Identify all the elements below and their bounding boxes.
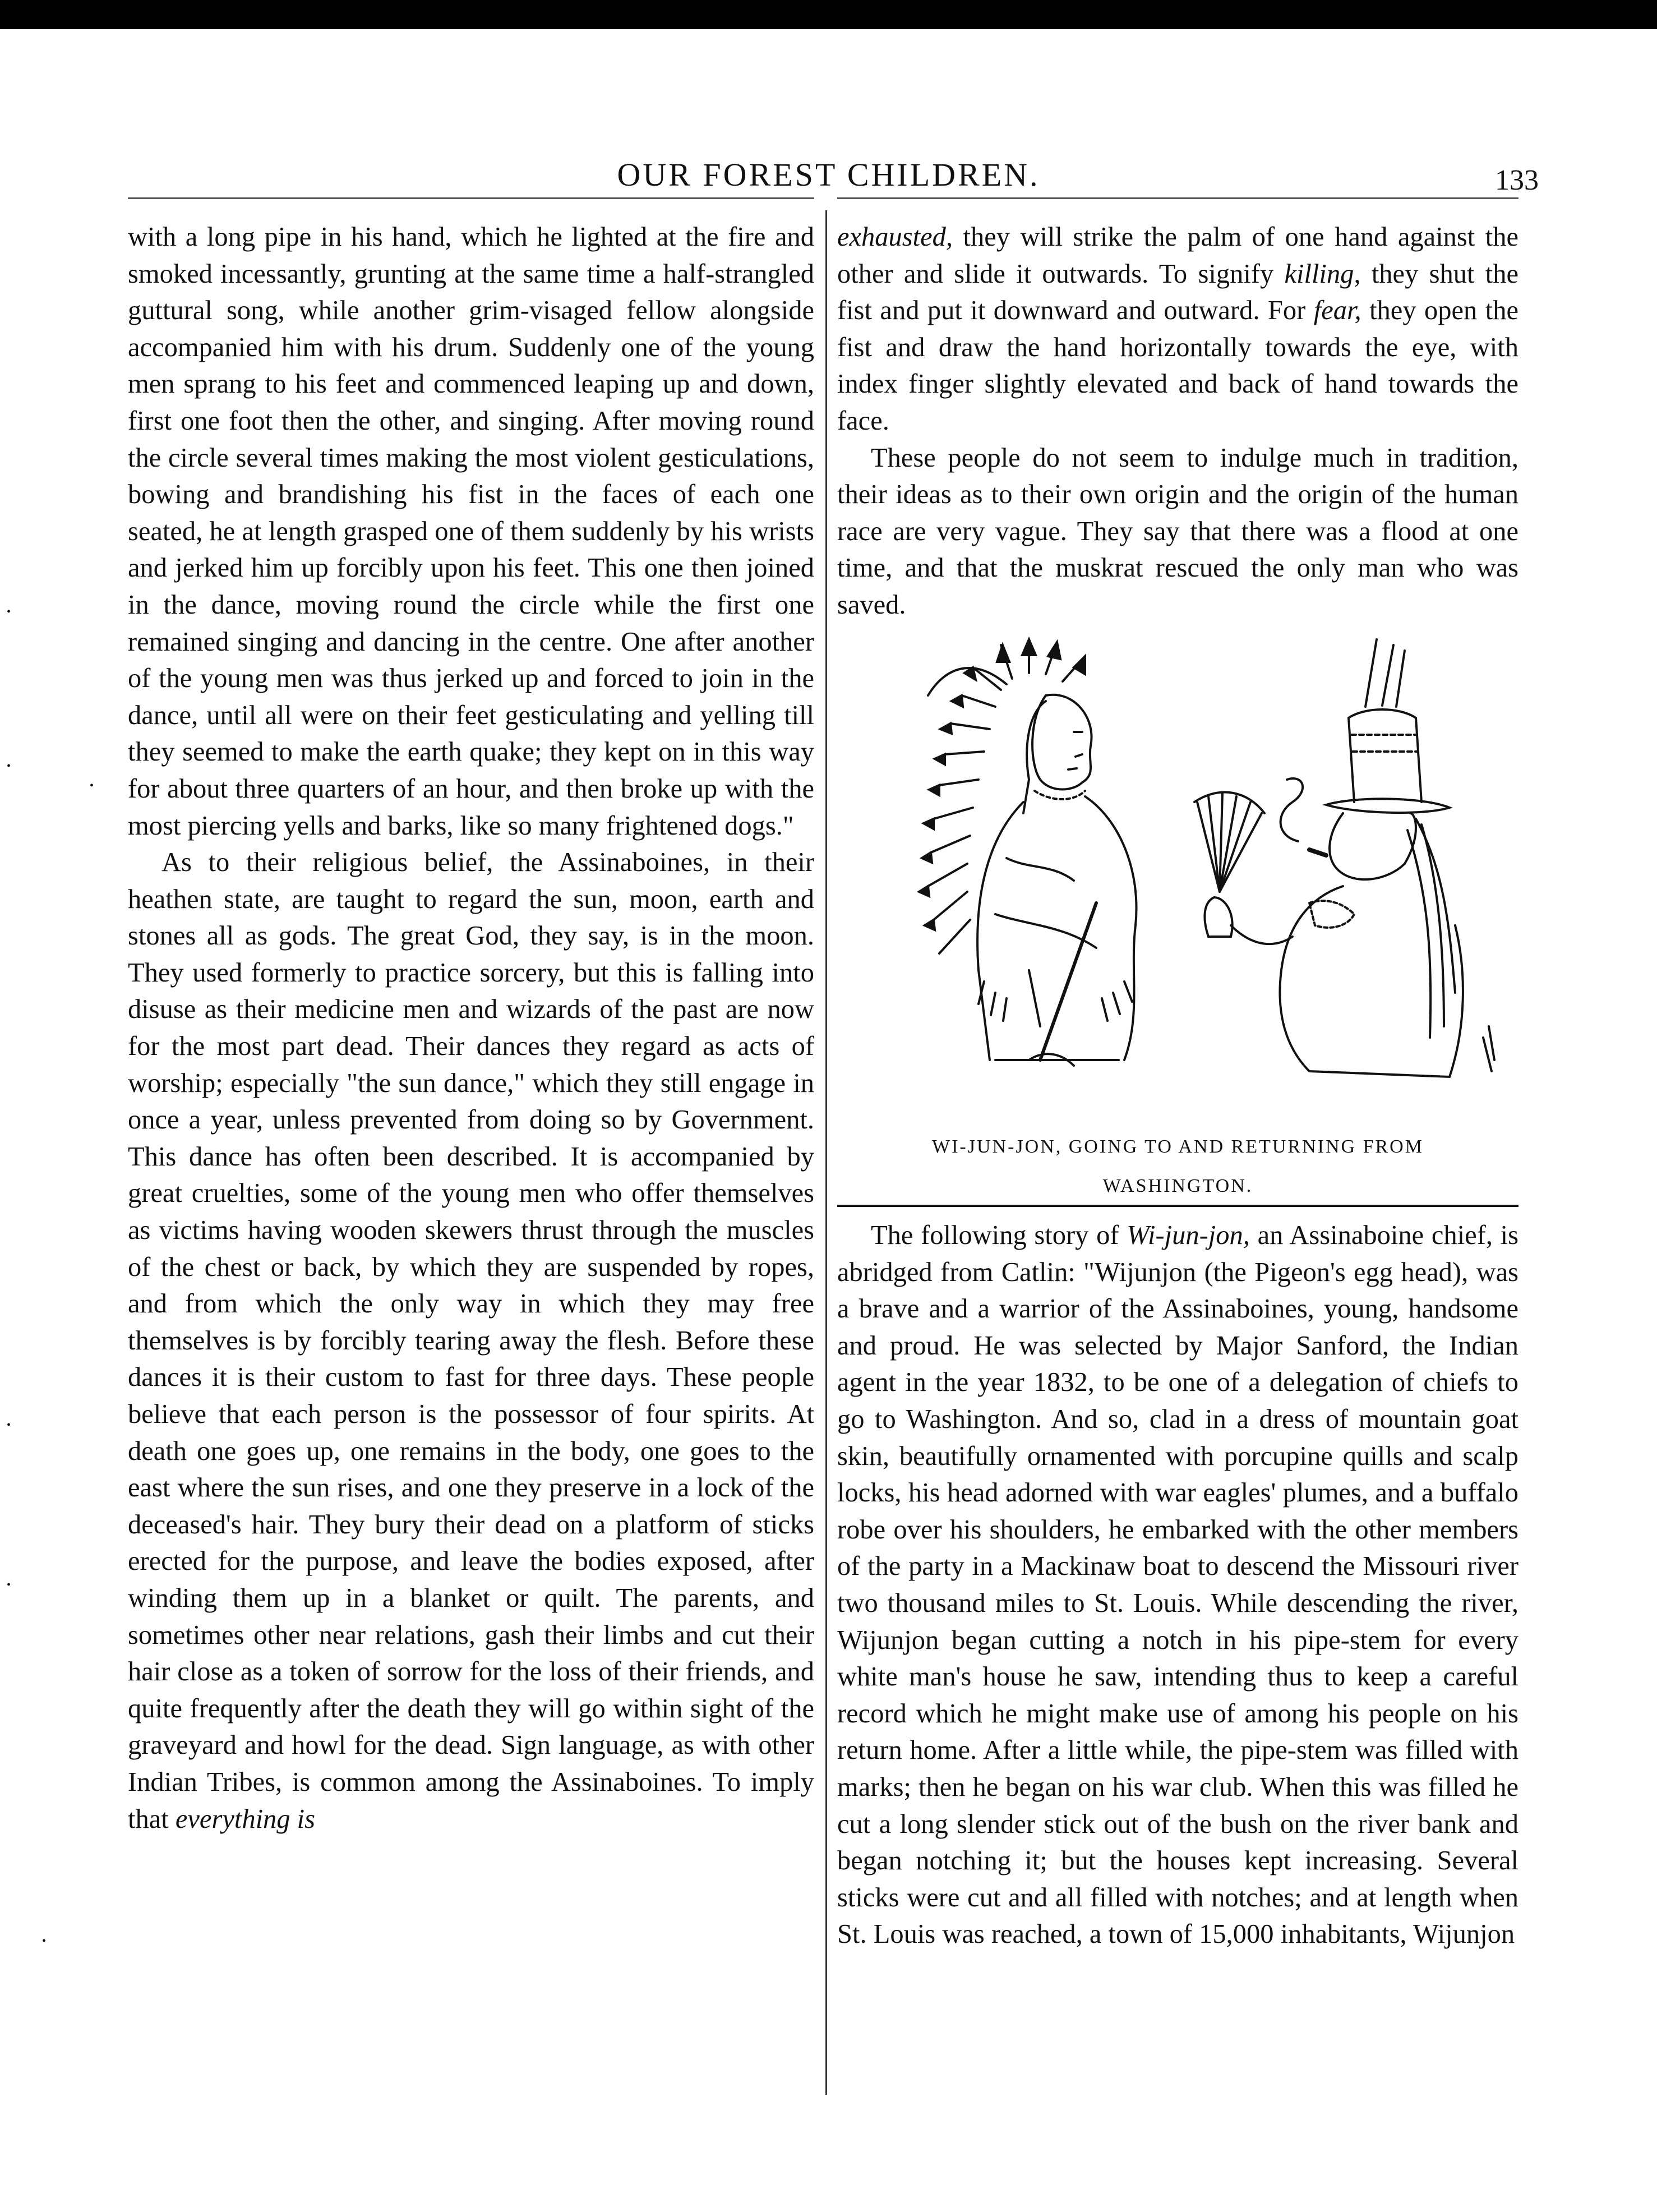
- header-rule-right: [837, 197, 1518, 199]
- margin-mark: •: [7, 1419, 11, 1431]
- header-rule-left: [128, 197, 814, 199]
- top-hat-icon: [1326, 639, 1450, 813]
- caption-line-2: WASHINGTON.: [1102, 1176, 1253, 1196]
- italic-name: Wi-jun-jon,: [1127, 1220, 1250, 1250]
- paragraph-text: they open the fist and draw the hand horizontally towards the eye, with index finger slightly elevated and back of hand towards the face.: [837, 296, 1518, 436]
- margin-mark: •: [90, 780, 94, 792]
- running-head: OUR FOREST CHILDREN.: [617, 156, 1040, 193]
- right-column-top: [837, 219, 1518, 624]
- italic-word: killing,: [1284, 259, 1361, 289]
- caption-line-1: WI-JUN-JON, GOING TO AND RETURNING FROM: [932, 1136, 1424, 1157]
- dandy-head: [1330, 813, 1416, 879]
- paragraph-text: an Assinaboine chief, is abridged from Catlin: "Wijunjon (the Pigeon's egg head), was a brave and a warrior of the Assinaboines, young, handsome and proud. He was selected by Major Sanford, the Indian agent in the year 1832, to be one of a delegation of chiefs to go to Washington. And so, clad in a dress of mountain goat skin, beautifully ornamented with porcupine quills and scalp locks, his head adorned with war eagles' plumes, and a buffalo robe over his shoulders, he embarked with the other members of the party in a Mackinaw boat to descend the Missouri river two thousand miles to St. Louis. While descending the river, Wijunjon began cutting a notch in his pipe-stem for every white man's house he saw, intending thus to keep a careful record which he might make use of among his people on his return home. After a little while, the pipe-stem was filled with marks; then he began on his war club. When this was filled he cut a long slender stick out of the bush on the river bank and began notching it; but the houses kept increasing. Several sticks were cut and all filled with notches; and at length when St. Louis was reached, a town of 15,000 inhabitants, Wijunjon: [837, 1220, 1519, 1950]
- smoke: [1281, 778, 1303, 841]
- figure-caption: [837, 1127, 1518, 1206]
- face-outline: [1032, 695, 1091, 790]
- robe-outline: [977, 796, 1136, 1060]
- paragraph-text: they will strike the palm of one hand against the other and slide it outwards. To signify: [837, 222, 1518, 289]
- fan-icon: [1194, 792, 1264, 937]
- italic-word: fear,: [1313, 296, 1361, 326]
- necklace: [1035, 791, 1085, 799]
- italic-word: exhausted,: [837, 222, 953, 252]
- feather-headdress-icon: [919, 639, 1085, 953]
- left-column: [128, 219, 814, 1837]
- column-divider: [825, 210, 827, 2095]
- page-number: 133: [1495, 164, 1539, 196]
- paragraph-religious-belief: [128, 844, 814, 1837]
- margin-mark: •: [7, 606, 11, 618]
- coat-outline: [1280, 886, 1462, 1077]
- paragraph-text: As to their religious belief, the Assinaboines, in their heathen state, are taught to regard the sun, moon, earth and stones all as gods. The great God, they say, is in the moon. They used formerly to practice sorcery, but this is falling into disuse as their medicine men and wizards of the past are now for the most part dead. Their dances they regard as acts of worship; especially "the sun dance," which they still engage in once a year, unless prevented from doing so by Government. This dance has often been described. It is accompanied by great cruelties, some of the young men who offer themselves as victims having wooden skewers thrust through the muscles of the chest or back, by which they are suspended by ropes, and from which the only way in which they may free themselves is by forcibly tearing away the flesh. Before these dances it is their custom to fast for three days. These people believe that each person is the possessor of four spirits. At death one goes up, one remains in the body, one goes to the east where the sun rises, and one they preserve in a lock of the deceased's hair. They bury their dead on a platform of sticks erected for the purpose, and leave the bodies exposed, after winding them up in a blanket or quilt. The parents, and sometimes other near relations, gash their limbs and cut their hair close as a token of sorrow for the loss of their friends, and quite frequently after the death they will go within sight of the graveyard and howl for the dead. Sign language, as with other Indian Tribes, is common among the Assinaboines. To imply that: [128, 847, 814, 1834]
- paragraph-text: The following story of: [871, 1220, 1127, 1250]
- paragraph-continued: with a long pipe in his hand, which he lighted at the fire and smoked incessantly, grunting at the same time a half-strangled guttural song, while another grim-visaged fellow alongside accompanied him with his drum. Suddenly one of the young men sprang to his feet and commenced leaping up and down, first one foot then the other, and singing. After moving round the circle several times making the most violent gesticulations, bowing and brandishing his fist in the faces of each one seated, he at length grasped one of them suddenly by his wrists and jerked him up forcibly upon his feet. This one then joined in the dance, moving round the circle while the first one remained singing and dancing in the centre. One after another of the young men was thus jerked up and forced to join in the dance, until all were on their feet gesticulating and yelling till they seemed to make the earth quake; they kept on in this way for about three quarters of an hour, and then broke up with the most piercing yells and barks, like so many frightened dogs.": [128, 222, 814, 841]
- cigar-icon: [1309, 850, 1326, 855]
- margin-mark: •: [7, 760, 11, 772]
- margin-mark: •: [7, 1579, 11, 1591]
- paragraph-tradition: These people do not seem to indulge much in tradition, their ideas as to their own origin and the origin of the human race are very vague. They say that there was a flood at one time, and that the muskrat rescued the only man who was saved.: [837, 443, 1518, 620]
- scan-top-border: [0, 0, 1657, 29]
- margin-mark: •: [42, 1935, 47, 1947]
- italic-phrase: everything is: [175, 1804, 316, 1834]
- right-column-bottom: [837, 1217, 1518, 1953]
- illustration-wijunjon: [861, 634, 1511, 1110]
- paragraph-wijunjon-story: [837, 1217, 1518, 1953]
- paragraph-sign-language: [837, 219, 1518, 440]
- paragraph-text: they shut the fist and put it downward and outward. For: [837, 259, 1518, 326]
- caption-rule: [837, 1205, 1518, 1207]
